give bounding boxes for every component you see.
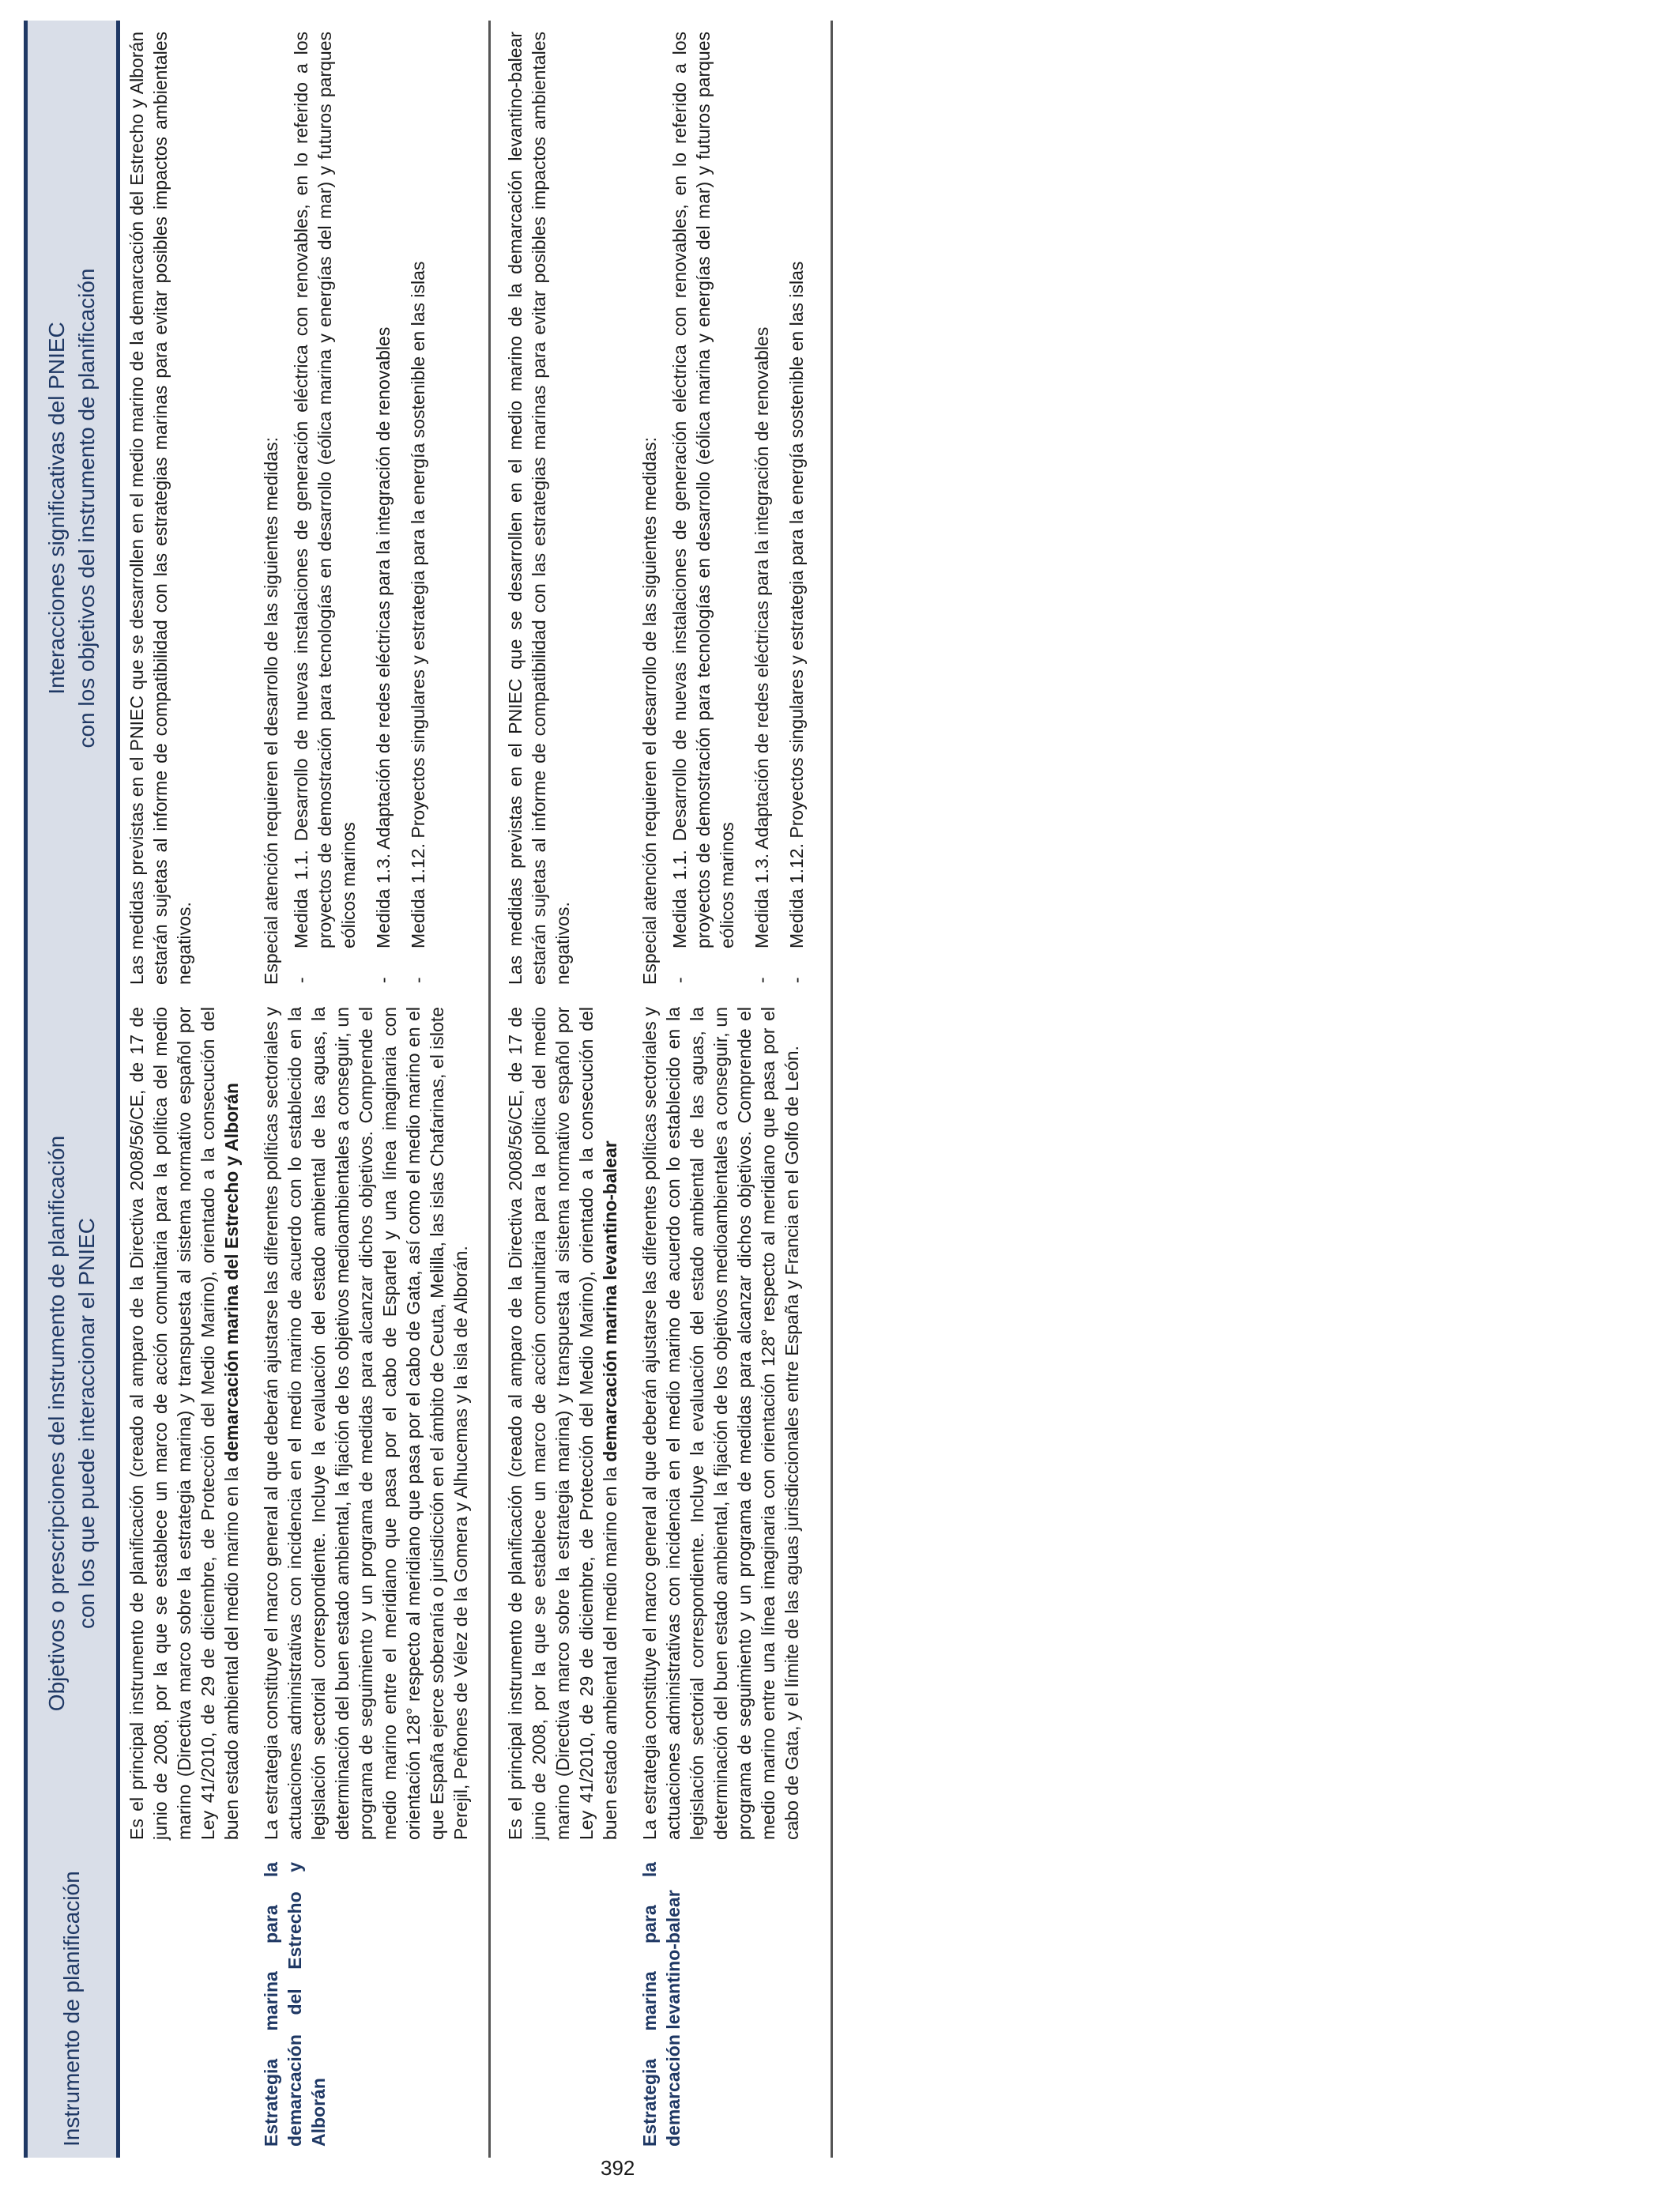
table-header-row bbox=[26, 21, 119, 2158]
bullet-dash: - bbox=[669, 977, 690, 983]
page-number: 392 bbox=[601, 2156, 635, 2180]
bullet-dash: - bbox=[786, 977, 807, 983]
demarcation-name: demarcación marina del Estrecho y Alborán bbox=[221, 1083, 242, 1462]
bullet-dash: - bbox=[408, 977, 428, 983]
measure-text: Medida 1.1. Desarrollo de nuevas instalaciones de generación eléctrica con renovables, en lo referido a los proyectos de demostración para tecnologías en desarrollo (eólica marina y energías del mar) y futuros parques eólicos marinos bbox=[291, 32, 359, 948]
table-row bbox=[490, 21, 634, 2158]
interaction-paragraph: Las medidas previstas en el PNIEC que se desarrollen en el medio marino de la demarcación del Estrecho y Alborán estarán sujetas al informe de compatibilidad con las estrategias marinas para evitar posibles impactos ambientales negativos. bbox=[126, 32, 194, 985]
bullet-dash: - bbox=[373, 977, 394, 983]
bullet-dash: - bbox=[291, 977, 311, 983]
header-interactions bbox=[26, 21, 119, 996]
objective-cell bbox=[254, 996, 490, 1851]
objective-paragraph bbox=[495, 1007, 622, 1840]
interaction-cell bbox=[119, 21, 255, 996]
table-row bbox=[119, 21, 255, 2158]
objective-cell bbox=[119, 996, 255, 1851]
measure-text: Medida 1.12. Proyectos singulares y estrategia para la energía sostenible en las islas bbox=[408, 261, 428, 948]
measures-list bbox=[668, 32, 808, 985]
header-instrument bbox=[26, 1851, 119, 2158]
list-item bbox=[785, 32, 808, 985]
header-interactions-line2: con los objetivos del instrumento de planificación bbox=[74, 268, 99, 748]
measure-text: Medida 1.3. Adaptación de redes eléctricas para la integración de renovables bbox=[751, 326, 772, 948]
instrument-name: Estrategia marina para la demarcación del Estrecho y Alborán bbox=[254, 1851, 490, 2158]
measure-text: Medida 1.1. Desarrollo de nuevas instalaciones de generación eléctrica con renovables, en lo referido a los proyectos de demostración para tecnologías en desarrollo (eólica marina y energías del mar) y futuros parques eólicos marinos bbox=[669, 32, 737, 948]
objective-paragraph bbox=[125, 1007, 243, 1840]
list-item bbox=[750, 32, 774, 985]
interaction-intro: Especial atención requieren el desarrollo de las siguientes medidas: bbox=[639, 437, 660, 985]
interaction-paragraph: Las medidas previstas en el PNIEC que se desarrollen en el medio marino de la demarcación levantino-balear estarán sujetas al informe de compatibilidad con las estrategias marinas para evitar posibles impactos ambientales negativos. bbox=[505, 32, 573, 985]
bullet-dash: - bbox=[751, 977, 772, 983]
table-row bbox=[254, 21, 490, 2158]
planning-instruments-table bbox=[24, 21, 833, 2158]
objective-description: La estrategia constituye el marco general al que deberán ajustarse las diferentes políticas sectoriales y actuaciones administrativas con incidencia en el medio marino de acuerdo con lo establecido en la legislación sectorial correspondiente. Incluye la evaluación del estado ambiental de las aguas, la determinación del buen estado ambiental, la fijación de los objetivos medioambientales a conseguir, un programa de seguimiento y un programa de medidas para alcanzar dichos objetivos. Comprende el medio marino entre una línea imaginaria con orientación 128° respecto al meridiano que pasa por el cabo de Gata, y el límite de las aguas jurisdiccionales entre España y Francia en el Golfo de León. bbox=[639, 1007, 802, 1840]
measure-text: Medida 1.3. Adaptación de redes eléctricas para la integración de renovables bbox=[373, 326, 394, 948]
list-item bbox=[289, 32, 360, 985]
interaction-cell bbox=[254, 21, 490, 996]
objective-cell bbox=[633, 996, 832, 1851]
measures-list bbox=[289, 32, 430, 985]
list-item bbox=[668, 32, 739, 985]
header-objectives-line2: con los que puede interaccionar el PNIEC bbox=[74, 1218, 99, 1629]
interaction-intro: Especial atención requieren el desarrollo de las siguientes medidas: bbox=[261, 437, 281, 985]
objective-description: La estrategia constituye el marco general al que deberán ajustarse las diferentes políticas sectoriales y actuaciones administrativas con incidencia en el medio marino de acuerdo con lo establecido en la legislación sectorial correspondiente. Incluye la evaluación del estado ambiental de las aguas, la determinación del buen estado ambiental, la fijación de los objetivos medioambientales a conseguir, un programa de seguimiento y un programa de medidas para alcanzar dichos objetivos. Comprende el medio marino entre el meridiano que pasa por el cabo de Espartel y una línea imaginaria con orientación 128° respecto al meridiano que pasa por el cabo de Gata, así como el medio marino en el que España ejerce soberanía o jurisdicción en el ámbito de Ceuta, Melilla, las islas Chafarinas, el islote Perejil, Peñones de Vélez de la Gomera y Alhucemas y la isla de Alborán. bbox=[261, 1007, 471, 1840]
header-objectives bbox=[26, 996, 119, 1851]
instrument-name: Estrategia marina para la demarcación levantino-balear bbox=[633, 1851, 832, 2158]
interaction-cell bbox=[633, 21, 832, 996]
objective-text: Es el principal instrumento de planificación (creado al amparo de la Directiva 2008/56/CE, de 17 de junio de 2008, por la que se establece un marco de acción comunitaria para la política del medio marino (Directiva marco sobre la estrategia marina) y transpuesta al sistema normativo español por Ley 41/2010, de 29 de diciembre, de Protección del Medio Marino), orientado a la consecución del buen estado ambiental del medio marino en la bbox=[505, 1007, 620, 1840]
rotated-table-container bbox=[24, 21, 1049, 2158]
objective-text: Es el principal instrumento de planificación (creado al amparo de la Directiva 2008/56/CE, de 17 de junio de 2008, por la que se establece un marco de acción comunitaria para la política del medio marino (Directiva marco sobre la estrategia marina) y transpuesta al sistema normativo español por Ley 41/2010, de 29 de diciembre, de Protección del Medio Marino), orientado a la consecución del buen estado ambiental del medio marino en la bbox=[126, 1007, 242, 1840]
table-row bbox=[633, 21, 832, 2158]
list-item bbox=[406, 32, 430, 985]
demarcation-name: demarcación marina levantino-balear bbox=[600, 1140, 620, 1462]
list-item bbox=[371, 32, 395, 985]
header-interactions-line1: Interacciones significativas del PNIEC bbox=[44, 322, 69, 695]
measure-text: Medida 1.12. Proyectos singulares y estrategia para la energía sostenible en las islas bbox=[786, 261, 807, 948]
header-instrument-label: Instrumento de planificación bbox=[59, 1871, 84, 2147]
interaction-cell bbox=[490, 21, 634, 996]
header-objectives-line1: Objetivos o prescripciones del instrumento de planificación bbox=[44, 1135, 69, 1712]
objective-cell bbox=[490, 996, 634, 1851]
